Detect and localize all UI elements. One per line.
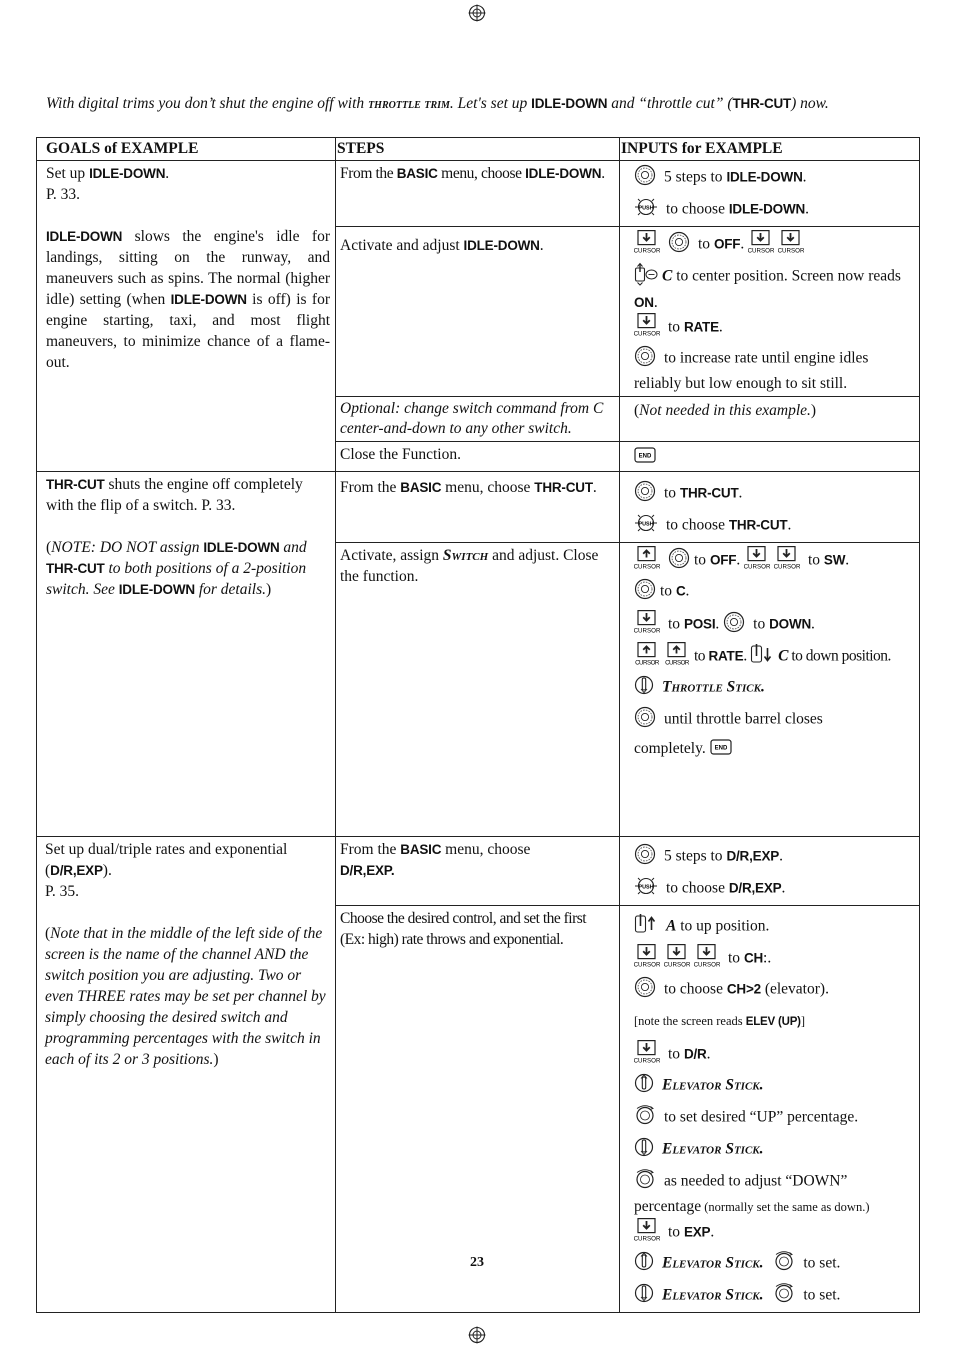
cursor-down-icon[interactable]	[634, 944, 660, 974]
dial-icon[interactable]	[723, 611, 745, 639]
knob-icon[interactable]	[773, 1282, 795, 1310]
knob-icon[interactable]	[634, 1104, 656, 1132]
end-button-icon[interactable]	[634, 447, 656, 469]
dial-icon[interactable]	[668, 231, 690, 259]
svg-text:PUSH: PUSH	[638, 205, 654, 212]
dial-icon[interactable]	[634, 578, 656, 606]
cursor-down-icon[interactable]	[634, 1218, 660, 1248]
step-choose-idle-down: From the BASIC menu, choose IDLE-DOWN.	[336, 161, 620, 227]
dial-icon[interactable]	[634, 164, 656, 192]
goal-thr-cut: THR-CUT shuts the engine off completely with the flip of a switch. P. 33. (NOTE: DO NOT assign IDLE-DOWN and THR-CUT to both positions of a 2-position switch. See IDLE-DOWN for details.)	[37, 472, 336, 837]
svg-text:CURSOR: CURSOR	[634, 563, 660, 571]
step-choose-thr-cut: From the BASIC menu, choose THR-CUT.	[336, 472, 620, 543]
cursor-down-icon[interactable]	[634, 230, 660, 260]
table-header-row	[37, 138, 920, 161]
cursor-down-icon[interactable]	[774, 546, 800, 576]
header-goals: GOALS of EXAMPLE	[37, 138, 336, 161]
dial-icon[interactable]	[668, 547, 690, 575]
cursor-down-icon[interactable]	[634, 610, 660, 640]
svg-text:CURSOR: CURSOR	[748, 247, 775, 254]
svg-text:CURSOR: CURSOR	[664, 961, 690, 969]
svg-text:CURSOR: CURSOR	[634, 627, 660, 635]
cursor-down-icon[interactable]	[634, 313, 660, 343]
step-close-function: Close the Function.	[336, 442, 620, 472]
table-row	[37, 472, 920, 543]
inputs-activate-idle-down: CURSOR to OFF. CURSOR CURSOR C to center position. Screen now reads ON. CURSOR to RATE. to increase rate until engine idles reliably but low enough to sit still.	[620, 227, 920, 397]
step-optional-switch: Optional: change switch command from C center-and-down to any other switch.	[336, 397, 620, 442]
elevator-stick-down-icon[interactable]	[634, 1136, 654, 1164]
inputs-choose-thr-cut: to THR-CUT. PUSH to choose THR-CUT.	[620, 472, 920, 543]
svg-text:PUSH: PUSH	[638, 884, 654, 891]
intro-text: With digital trims you don’t shut the engine off with throttle trim. Let's set up IDLE-DOWN and “throttle cut” (THR-CUT) now.	[46, 95, 829, 112]
cursor-down-icon[interactable]	[748, 230, 774, 260]
inputs-optional-switch: (Not needed in this example.)	[620, 397, 920, 442]
svg-text:CURSOR: CURSOR	[634, 961, 660, 969]
svg-text:CURSOR: CURSOR	[634, 247, 660, 254]
dial-icon[interactable]	[634, 843, 656, 871]
cursor-down-icon[interactable]	[694, 944, 720, 974]
example-table	[36, 137, 920, 1313]
svg-text:CURSOR: CURSOR	[694, 961, 720, 969]
svg-text:CURSOR: CURSOR	[635, 659, 659, 667]
header-steps: STEPS	[336, 138, 620, 161]
svg-text:CURSOR: CURSOR	[665, 659, 689, 667]
svg-text:PUSH: PUSH	[638, 521, 654, 528]
switch-up-icon[interactable]	[634, 912, 658, 942]
elevator-stick-down-icon[interactable]	[634, 1282, 654, 1310]
registration-mark-bottom-icon	[468, 1326, 486, 1344]
svg-text:CURSOR: CURSOR	[634, 1057, 660, 1065]
svg-text:CURSOR: CURSOR	[634, 1235, 660, 1243]
svg-text:CURSOR: CURSOR	[774, 563, 801, 571]
svg-text:CURSOR: CURSOR	[778, 247, 805, 254]
cursor-down-icon[interactable]	[744, 546, 770, 576]
push-button-icon[interactable]	[634, 512, 658, 540]
throttle-stick-icon[interactable]	[634, 674, 654, 702]
dial-icon[interactable]	[634, 976, 656, 1004]
goal-idle-down: Set up IDLE-DOWN. P. 33. IDLE-DOWN slows the engine's idle for landings, sitting on the runway, and maneuvers such as spins. The normal (higher idle) setting (when IDLE-DOWN is off) is for engine starting, taxi, and most flight maneuvers, to minimize chance of a flame-out.	[37, 161, 336, 472]
inputs-set-rates: A to up position. CURSOR CURSOR CURSOR to CH:. to choose CH>2 (elevator). [note the screen reads ELEV (UP)] CURSOR to D/R. Elevator Stick. to set desired “UP” percentage. Elevator Stick. as needed to adjust “DOWN” percentage (normally set the same as down.) CURSOR to EXP. Elevator Stick. to set. Elevator Stick. to set.	[620, 906, 920, 1313]
switch-down-icon[interactable]	[750, 642, 774, 672]
registration-mark-top-icon	[468, 4, 486, 22]
push-button-icon[interactable]	[634, 196, 658, 224]
step-choose-dr-exp: From the BASIC menu, choose D/R,EXP.	[336, 837, 620, 906]
inputs-choose-dr-exp: 5 steps to D/R,EXP. PUSH to choose D/R,EXP.	[620, 837, 920, 906]
dial-icon[interactable]	[634, 345, 656, 373]
svg-text:CURSOR: CURSOR	[744, 563, 771, 571]
cursor-down-icon[interactable]	[664, 944, 690, 974]
cursor-up-icon[interactable]	[634, 642, 660, 672]
table-row	[37, 837, 920, 906]
cursor-up-icon[interactable]	[634, 546, 660, 576]
svg-text:CURSOR: CURSOR	[634, 330, 660, 337]
inputs-choose-idle-down: 5 steps to IDLE-DOWN. PUSH to choose IDLE-DOWN.	[620, 161, 920, 227]
dial-icon[interactable]	[634, 480, 656, 508]
step-set-rates: Choose the desired control, and set the first (Ex: high) rate throws and exponential.	[336, 906, 620, 1313]
elevator-stick-icon[interactable]	[634, 1072, 654, 1100]
inputs-activate-thr-cut: CURSOR to OFF. CURSOR CURSOR to SW. to C. CURSOR to POSI. to DOWN. CURSOR CURSOR to RATE. C to down position. Throttle Stick. until throttle barrel closes completely. END	[620, 543, 920, 837]
three-position-switch-icon[interactable]	[634, 262, 658, 292]
header-inputs: INPUTS for EXAMPLE	[620, 138, 920, 161]
page-number: 23	[470, 1255, 484, 1270]
table-row	[37, 161, 920, 227]
svg-text:END: END	[714, 745, 727, 752]
step-activate-thr-cut: Activate, assign Switch and adjust. Close the function.	[336, 543, 620, 837]
cursor-down-icon[interactable]	[778, 230, 804, 260]
inputs-close-function	[620, 442, 920, 472]
step-activate-idle-down: Activate and adjust IDLE-DOWN.	[336, 227, 620, 397]
push-button-icon[interactable]	[634, 875, 658, 903]
svg-text:END: END	[638, 453, 652, 460]
end-button-icon[interactable]	[710, 739, 732, 761]
cursor-down-icon[interactable]	[634, 1040, 660, 1070]
dial-icon[interactable]	[634, 706, 656, 734]
goal-dr-exp: Set up dual/triple rates and exponential (D/R,EXP). P. 35. (Note that in the middle of the left side of the screen is the name of the channel AND the switch position you are adjusting. Two or even THREE rates may be set per channel by simply choosing the desired switch and programming percentages with the switch in each of its 2 or 3 positions.)	[37, 837, 336, 1313]
cursor-up-icon[interactable]	[664, 642, 690, 672]
knob-icon[interactable]	[634, 1168, 656, 1196]
